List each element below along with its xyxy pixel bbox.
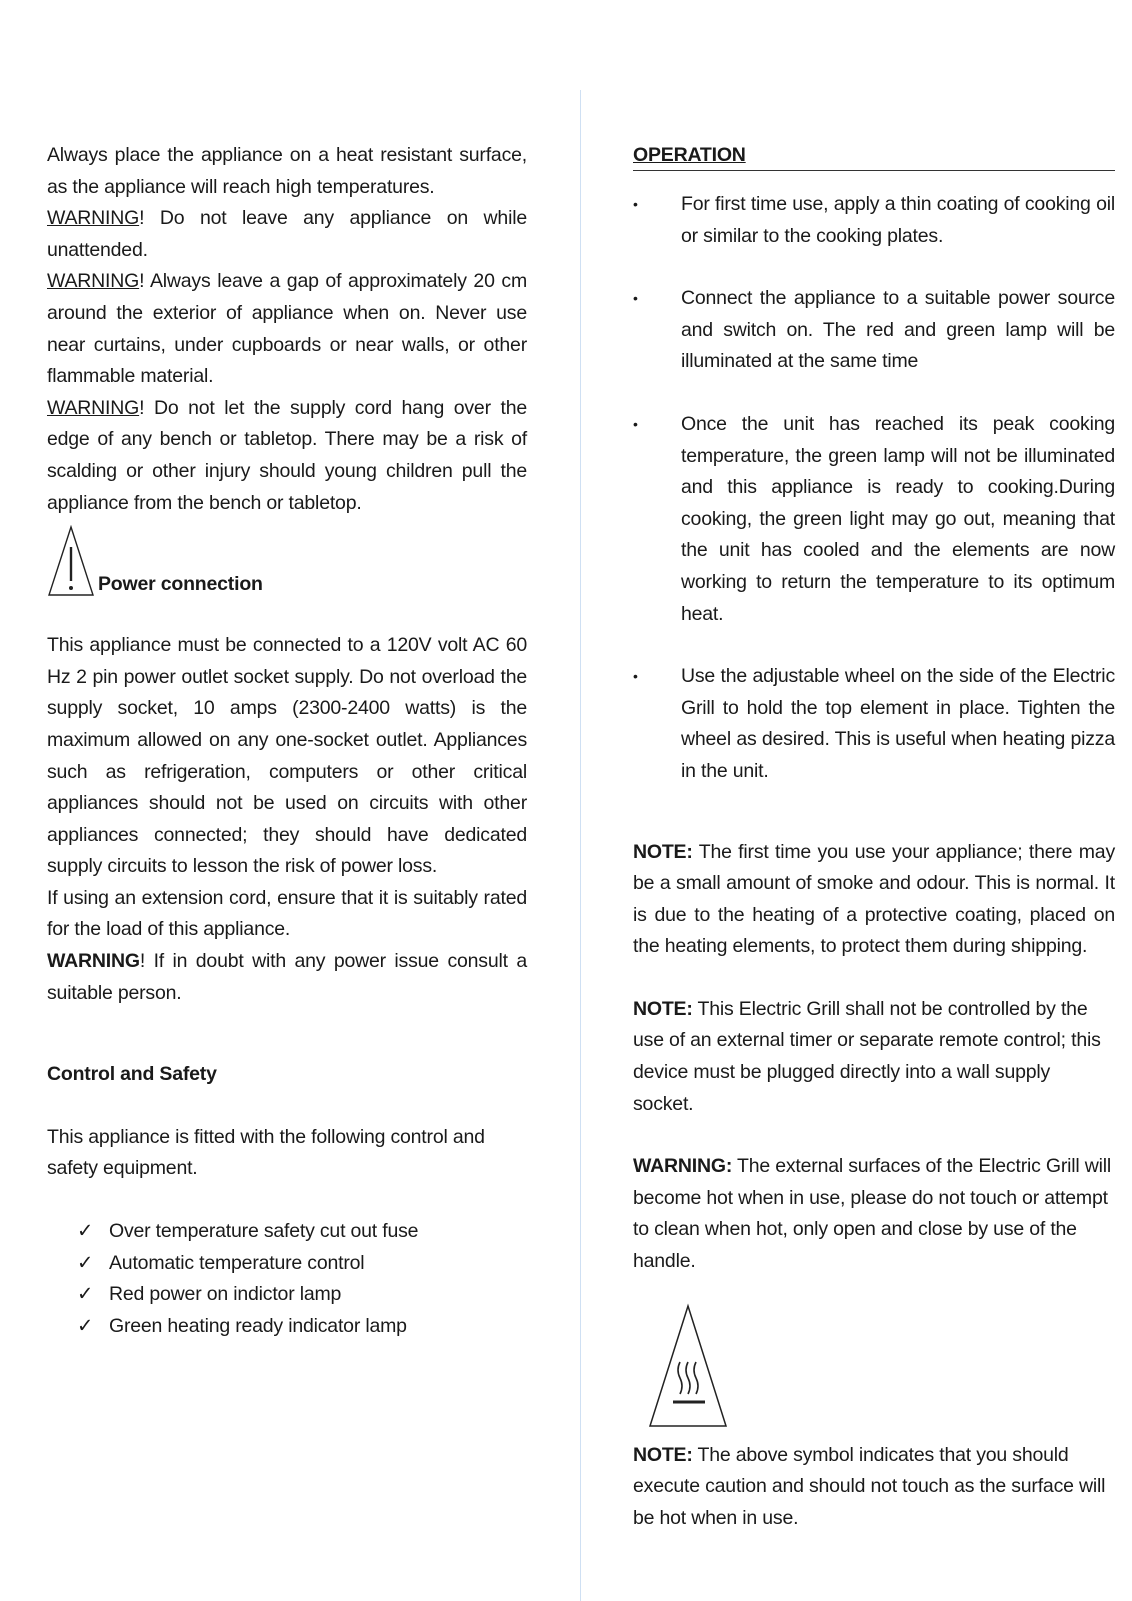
- left-column: [47, 140, 527, 1342]
- column-divider: [580, 90, 581, 1601]
- note-label: NOTE:: [633, 997, 693, 1020]
- warning-label: WARNING: [47, 396, 140, 419]
- check-icon: ✓: [77, 1220, 94, 1243]
- list-item: ✓ Automatic temperature control: [77, 1248, 527, 1280]
- note-label: NOTE:: [633, 840, 693, 863]
- warning-label: WARNING: [47, 207, 140, 230]
- intro-paragraph: Always place the appliance on a heat resistant surface, as the appliance will reach high temperatures.: [47, 144, 527, 198]
- bullet-icon: •: [633, 668, 638, 685]
- hot-surface-symbol: [647, 1302, 729, 1430]
- warning-label: WARNING:: [633, 1155, 733, 1178]
- warning-gap: WARNING! Always leave a gap of approximately 20 cm around the exterior of appliance when on. Never use near curtains, under cupboards or near walls, or other flammable material.: [47, 270, 527, 388]
- operation-steps: [633, 189, 1115, 788]
- note-timer: NOTE: This Electric Grill shall not be controlled by the use of an external timer or separate remote control; this device must be plugged directly into a wall supply socket.: [633, 997, 1101, 1115]
- list-item: ✓ Red power on indictor lamp: [77, 1279, 527, 1311]
- bullet-icon: •: [633, 415, 638, 432]
- bullet-icon: •: [633, 290, 638, 307]
- list-item: ✓ Green heating ready indicator lamp: [77, 1311, 527, 1343]
- power-connection-heading: [47, 525, 527, 599]
- note-label: NOTE:: [633, 1443, 693, 1466]
- warning-unattended: WARNING! Do not leave any appliance on while unattended.: [47, 207, 527, 261]
- list-item: • Connect the appliance to a suitable power source and switch on. The red and green lamp will be illuminated at the same time: [633, 283, 1115, 378]
- warning-label: WARNING: [47, 270, 140, 293]
- warning-power-issue: WARNING! If in doubt with any power issue consult a suitable person.: [47, 950, 527, 1004]
- check-icon: ✓: [77, 1251, 94, 1274]
- warning-hot-surface: WARNING: The external surfaces of the Electric Grill will become hot when in use, please do not touch or attempt to clean when hot, only open and close by use of the handle.: [633, 1155, 1112, 1273]
- list-item: ✓ Over temperature safety cut out fuse: [77, 1216, 527, 1248]
- right-column: [633, 140, 1115, 1534]
- safety-checklist: [47, 1216, 527, 1342]
- operation-title: OPERATION: [633, 140, 1115, 171]
- list-item: • For first time use, apply a thin coating of cooking oil or similar to the cooking plates.: [633, 189, 1115, 252]
- power-paragraph: This appliance must be connected to a 120V volt AC 60 Hz 2 pin power outlet socket supply. Do not overload the supply socket, 10 amps (2300-2400 watts) is the maximum allowed on any one-socket outlet. Appliances such as refrigeration, computers or other critical appliances should not be used on circuits with other appliances connected; they should have dedicated supply circuits to lesson the risk of power loss.: [47, 634, 527, 878]
- warning-label: WARNING: [47, 950, 140, 973]
- power-connection-title: Power connection: [98, 573, 263, 596]
- control-safety-title: Control and Safety: [47, 1063, 217, 1086]
- hot-surface-icon: [647, 1302, 729, 1430]
- check-icon: ✓: [77, 1314, 94, 1337]
- warning-triangle-icon: [47, 525, 95, 599]
- warning-cord: WARNING! Do not let the supply cord hang over the edge of any bench or tabletop. There may be a risk of scalding or other injury should young children pull the appliance from the bench or tabletop.: [47, 396, 527, 514]
- list-item: • Use the adjustable wheel on the side of the Electric Grill to hold the top element in place. Tighten the wheel as desired. This is useful when heating pizza in the unit.: [633, 661, 1115, 787]
- note-first-use: NOTE: The first time you use your appliance; there may be a small amount of smoke and odour. This is normal. It is due to the heating of a protective coating, placed on the heating elements, to protect them during shipping.: [633, 840, 1115, 958]
- bullet-icon: •: [633, 196, 638, 212]
- control-safety-paragraph: This appliance is fitted with the following control and safety equipment.: [47, 1125, 485, 1180]
- note-symbol: NOTE: The above symbol indicates that you should execute caution and should not touch as the surface will be hot when in use.: [633, 1443, 1106, 1529]
- check-icon: ✓: [77, 1283, 94, 1306]
- extension-paragraph: If using an extension cord, ensure that it is suitably rated for the load of this appliance.: [47, 886, 527, 941]
- list-item: • Once the unit has reached its peak cooking temperature, the green lamp will not be illuminated and this appliance is ready to cooking.During cooking, the green light may go out, meaning that the unit has cooled and the elements are now working to return the temperature to its optimum heat.: [633, 409, 1115, 630]
